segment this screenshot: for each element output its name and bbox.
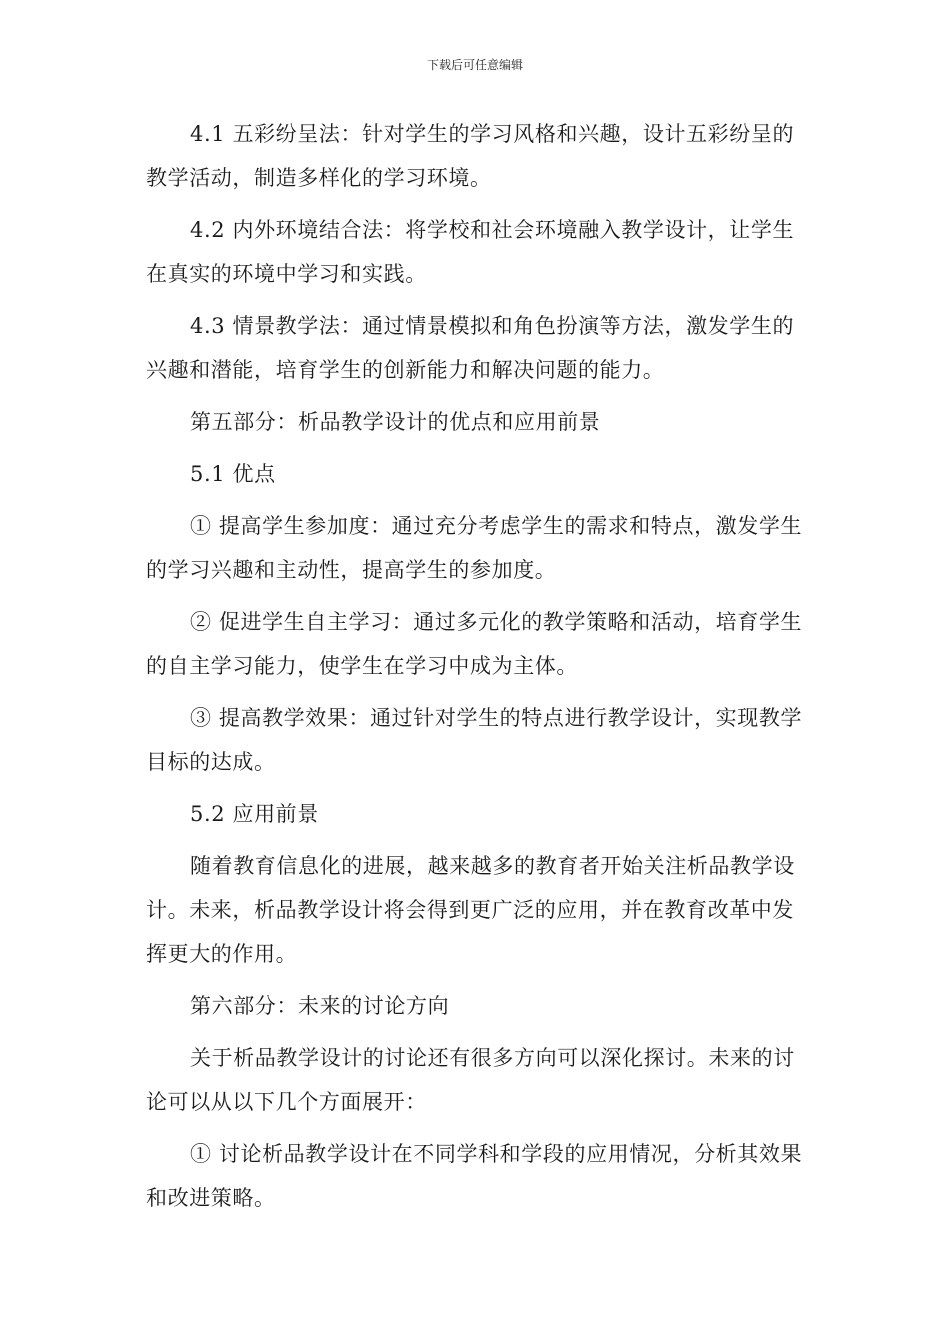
document-body	[146, 112, 804, 1228]
subheading-5-2: 5.2 应用前景	[190, 802, 319, 826]
paragraph-4-2: 4.2 内外环境结合法：将学校和社会环境融入教学设计，让学生在真实的环境中学习和实践。	[146, 218, 795, 286]
paragraph-4-1: 4.1 五彩纷呈法：针对学生的学习风格和兴趣，设计五彩纷呈的教学活动，制造多样化的学习环境。	[146, 122, 795, 190]
list-item-1: ① 提高学生参加度：通过充分考虑学生的需求和特点，激发学生的学习兴趣和主动性，提高学生的参加度。	[146, 514, 803, 582]
section-heading-part-5: 第五部分：析品教学设计的优点和应用前景	[190, 410, 601, 434]
paragraph-4-3: 4.3 情景教学法：通过情景模拟和角色扮演等方法，激发学生的兴趣和潜能，培育学生的创新能力和解决问题的能力。	[146, 314, 795, 382]
paragraph-future-directions: 关于析品教学设计的讨论还有很多方向可以深化探讨。未来的讨论可以从以下几个方面展开：	[146, 1046, 795, 1114]
paragraph-application-prospect: 随着教育信息化的进展，越来越多的教育者开始关注析品教学设计。未来，析品教学设计将会得到更广泛的应用，并在教育改革中发挥更大的作用。	[146, 854, 795, 966]
subheading-5-1: 5.1 优点	[190, 462, 276, 486]
section-heading-part-6: 第六部分：未来的讨论方向	[190, 994, 450, 1018]
page-header: 下载后可任意编辑	[426, 58, 523, 72]
list-item-2: ② 促进学生自主学习：通过多元化的教学策略和活动，培育学生的自主学习能力，使学生在学习中成为主体。	[146, 610, 803, 678]
list-item-3: ③ 提高教学效果：通过针对学生的特点进行教学设计，实现教学目标的达成。	[146, 706, 803, 774]
list-item-future-1: ① 讨论析品教学设计在不同学科和学段的应用情况，分析其效果和改进策略。	[146, 1142, 803, 1210]
